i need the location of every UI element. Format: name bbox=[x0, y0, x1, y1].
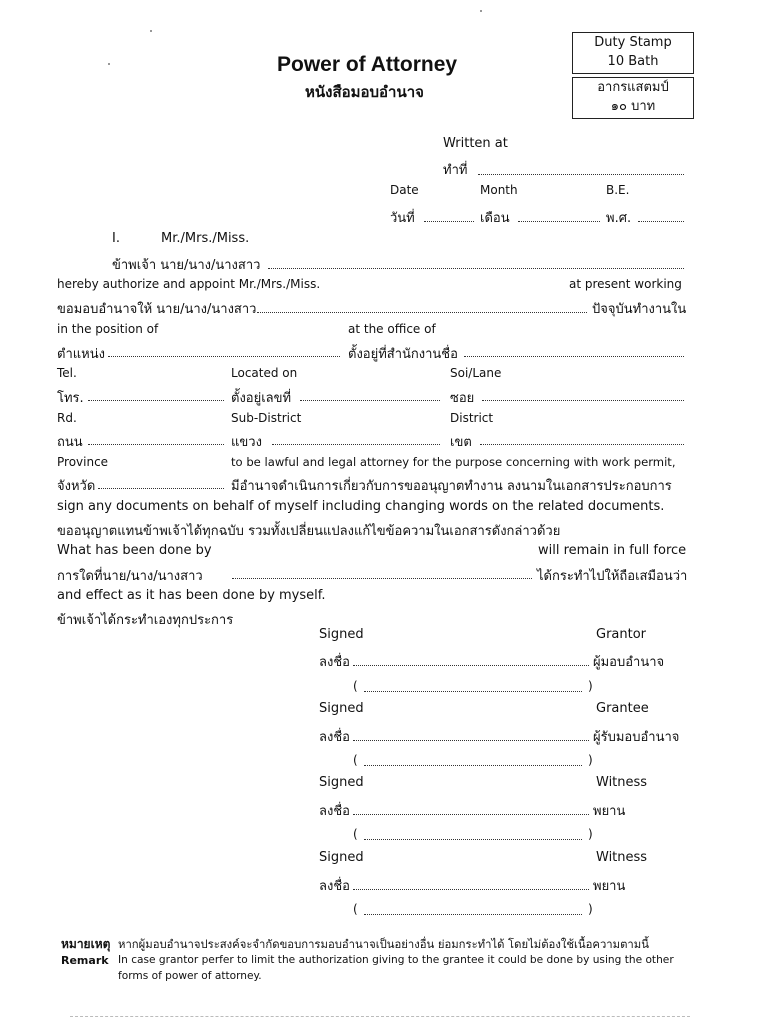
working-en: at present working bbox=[569, 277, 682, 291]
tel-en: Tel. bbox=[57, 366, 77, 380]
district-en: District bbox=[450, 411, 494, 425]
soi-field[interactable] bbox=[482, 400, 684, 401]
signature-field[interactable] bbox=[353, 814, 589, 815]
grantor-title-th: ข้าพเจ้า นาย/นาง/นางสาว bbox=[112, 258, 261, 273]
date-th: วันที่ bbox=[390, 211, 415, 226]
title-en: Power of Attorney bbox=[277, 53, 458, 76]
located-th: ตั้งอยู่เลขที่ bbox=[231, 391, 292, 406]
name-close-paren: ) bbox=[588, 753, 593, 767]
position-th: ตำแหน่ง bbox=[57, 347, 105, 362]
located-en: Located on bbox=[231, 366, 298, 380]
sign-docs-en: sign any documents on behalf of myself including changing words on the related documents. bbox=[57, 499, 665, 514]
stamp-en-line2: 10 Bath bbox=[607, 54, 659, 69]
remark-text-en-line1: In case grantor perfer to limit the authorization giving to the grantee it could be done by using the other bbox=[118, 954, 674, 966]
be-en: B.E. bbox=[606, 183, 630, 197]
name-open-paren: ( bbox=[353, 827, 358, 841]
stamp-th-line1: อากรแสตมป์ bbox=[597, 80, 669, 95]
name-close-paren: ) bbox=[588, 902, 593, 916]
printed-name-field[interactable] bbox=[364, 839, 582, 840]
scan-speck bbox=[150, 30, 152, 32]
month-field[interactable] bbox=[518, 221, 600, 222]
effect-th: ข้าพเจ้าได้กระทำเองทุกประการ bbox=[57, 613, 234, 628]
name-open-paren: ( bbox=[353, 753, 358, 767]
remark-label-en: Remark bbox=[61, 954, 109, 967]
sign-th: ลงชื่อ bbox=[319, 879, 350, 894]
role-en: Grantee bbox=[596, 701, 649, 716]
tel-th: โทร. bbox=[57, 391, 84, 406]
signature-field[interactable] bbox=[353, 665, 589, 666]
printed-name-field[interactable] bbox=[364, 765, 582, 766]
name-close-paren: ) bbox=[588, 827, 593, 841]
signed-en: Signed bbox=[319, 850, 364, 865]
signature-field[interactable] bbox=[353, 740, 589, 741]
soi-en: Soi/Lane bbox=[450, 366, 502, 380]
district-th: เขต bbox=[450, 435, 472, 450]
sign-th: ลงชื่อ bbox=[319, 804, 350, 819]
district-field[interactable] bbox=[480, 444, 684, 445]
done-by-th: การใดที่นาย/นาง/นางสาว bbox=[57, 569, 203, 584]
tel-field[interactable] bbox=[88, 400, 224, 401]
subdistrict-field[interactable] bbox=[272, 444, 440, 445]
grantee-name-field[interactable] bbox=[257, 312, 587, 313]
position-en: in the position of bbox=[57, 322, 159, 336]
located-field[interactable] bbox=[300, 400, 440, 401]
sign-docs-th: ขออนุญาตแทนข้าพเจ้าได้ทุกฉบับ รวมทั้งเปลี่ยนแปลงแก้ไขข้อความในเอกสารดังกล่าวด้วย bbox=[57, 524, 561, 539]
name-close-paren: ) bbox=[588, 679, 593, 693]
signed-en: Signed bbox=[319, 701, 364, 716]
role-en: Grantor bbox=[596, 627, 647, 642]
title-th: หนังสือมอบอำนาจ bbox=[305, 83, 424, 101]
role-th: พยาน bbox=[593, 804, 626, 819]
scan-artifact-line bbox=[70, 1016, 690, 1018]
stamp-en-line1: Duty Stamp bbox=[594, 35, 672, 50]
office-field[interactable] bbox=[464, 356, 684, 357]
written-at-en: Written at bbox=[443, 136, 508, 151]
role-en: Witness bbox=[596, 850, 648, 865]
sign-th: ลงชื่อ bbox=[319, 655, 350, 670]
subdistrict-en: Sub-District bbox=[231, 411, 302, 425]
force-en: will remain in full force bbox=[538, 543, 687, 558]
stamp-th-line2: ๑๐ บาท bbox=[610, 99, 656, 114]
name-open-paren: ( bbox=[353, 902, 358, 916]
force-th: ได้กระทำไปให้ถือเสมือนว่า bbox=[537, 569, 688, 584]
soi-th: ซอย bbox=[450, 391, 475, 406]
role-th: ผู้รับมอบอำนาจ bbox=[593, 730, 680, 745]
signed-en: Signed bbox=[319, 775, 364, 790]
role-th: พยาน bbox=[593, 879, 626, 894]
be-field[interactable] bbox=[638, 221, 684, 222]
remark-text-en-line2: forms of power of attorney. bbox=[118, 970, 262, 982]
done-by-field[interactable] bbox=[232, 578, 532, 579]
office-en: at the office of bbox=[348, 322, 436, 336]
province-field[interactable] bbox=[98, 488, 224, 489]
sign-th: ลงชื่อ bbox=[319, 730, 350, 745]
i-label: I. bbox=[112, 231, 120, 246]
rd-field[interactable] bbox=[88, 444, 224, 445]
scan-speck bbox=[108, 63, 110, 65]
written-at-field[interactable] bbox=[478, 174, 684, 175]
done-by-en: What has been done by bbox=[57, 543, 212, 558]
appoint-th: ขอมอบอำนาจให้ นาย/นาง/นางสาว bbox=[57, 302, 257, 317]
rd-en: Rd. bbox=[57, 411, 77, 425]
effect-en: and effect as it has been done by myself. bbox=[57, 588, 326, 603]
date-field[interactable] bbox=[424, 221, 474, 222]
purpose-th: มีอำนาจดำเนินการเกี่ยวกับการขออนุญาตทำงาน ลงนามในเอกสารประกอบการ bbox=[231, 479, 672, 494]
month-th: เดือน bbox=[480, 211, 510, 226]
scan-speck bbox=[480, 10, 482, 12]
month-en: Month bbox=[480, 183, 518, 197]
province-en: Province bbox=[57, 455, 109, 469]
be-th: พ.ศ. bbox=[606, 211, 632, 226]
name-open-paren: ( bbox=[353, 679, 358, 693]
position-field[interactable] bbox=[108, 356, 340, 357]
purpose-en: to be lawful and legal attorney for the purpose concerning with work permit, bbox=[231, 455, 676, 469]
signed-en: Signed bbox=[319, 627, 364, 642]
subdistrict-th: แขวง bbox=[231, 435, 262, 450]
grantor-title-en: Mr./Mrs./Miss. bbox=[161, 231, 250, 246]
office-th: ตั้งอยู่ที่สำนักงานชื่อ bbox=[348, 347, 458, 362]
printed-name-field[interactable] bbox=[364, 691, 582, 692]
working-th: ปัจจุบันทำงานใน bbox=[592, 302, 687, 317]
role-en: Witness bbox=[596, 775, 648, 790]
printed-name-field[interactable] bbox=[364, 914, 582, 915]
date-en: Date bbox=[390, 183, 419, 197]
grantor-name-field[interactable] bbox=[268, 268, 684, 269]
duty-stamp-box-en bbox=[572, 32, 694, 74]
duty-stamp-box-th bbox=[572, 77, 694, 119]
remark-text-th: หากผู้มอบอำนาจประสงค์จะจำกัดขอบการมอบอำนาจเป็นอย่างอื่น ย่อมกระทำได้ โดยไม่ต้องใช้เนื้อความตามนี้ bbox=[118, 938, 649, 951]
appoint-en: hereby authorize and appoint Mr./Mrs./Miss. bbox=[57, 277, 321, 291]
remark-label-th: หมายเหตุ bbox=[61, 937, 111, 951]
rd-th: ถนน bbox=[57, 435, 83, 450]
signature-field[interactable] bbox=[353, 889, 589, 890]
role-th: ผู้มอบอำนาจ bbox=[593, 655, 665, 670]
province-th: จังหวัด bbox=[57, 479, 96, 494]
written-at-th: ทำที่ bbox=[443, 163, 468, 178]
